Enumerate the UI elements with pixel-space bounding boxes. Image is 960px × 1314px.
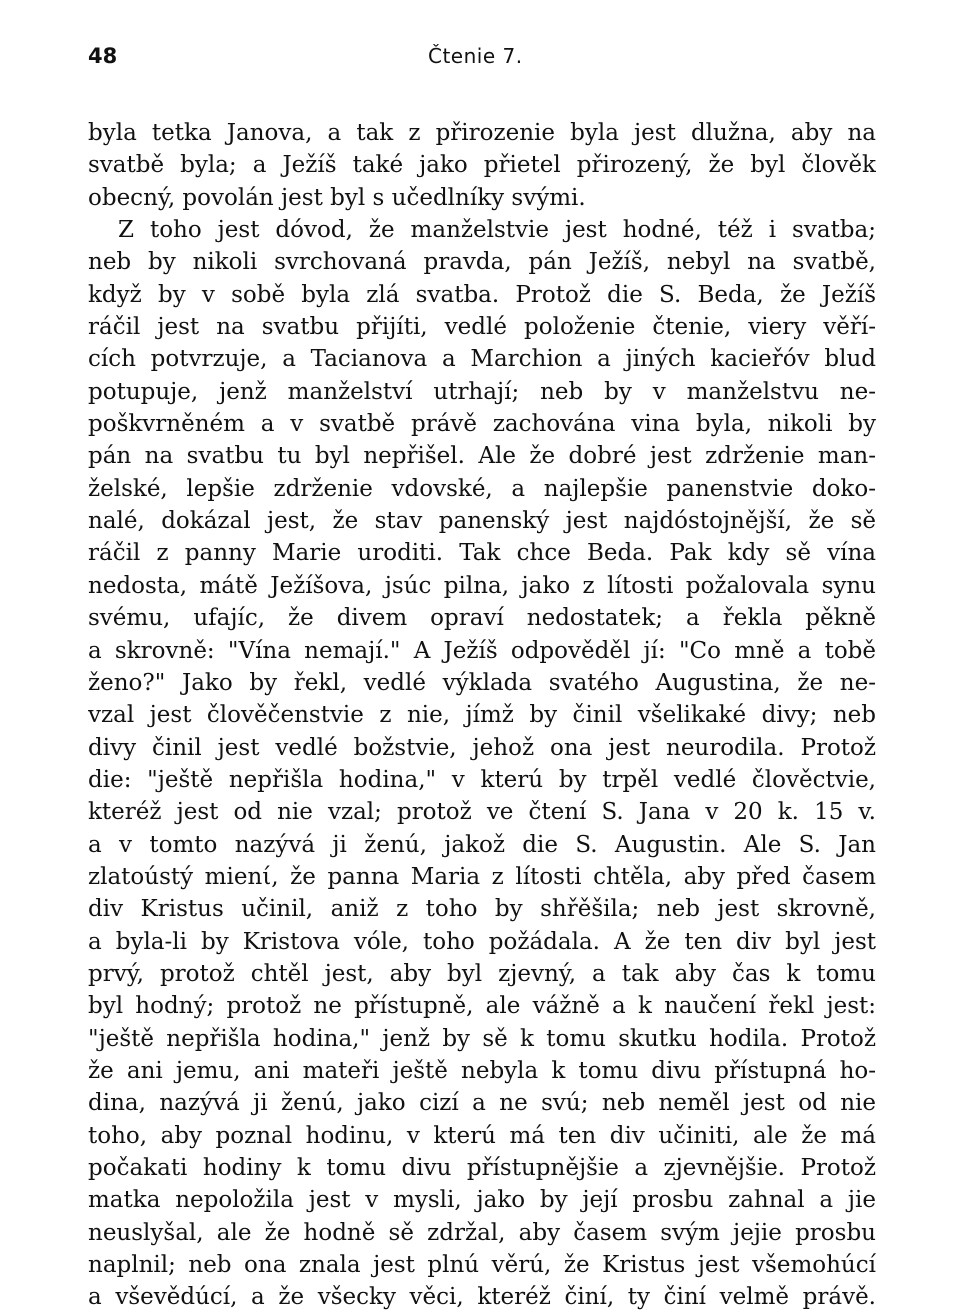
text-line: prvý, protož chtěl jest, aby byl zjevný, a tak aby čas k tomu — [88, 960, 876, 987]
page-number: 48 — [88, 44, 118, 68]
text-line: dina, nazývá ji ženú, jako cizí a ne svú; neb neměl jest od nie — [88, 1090, 876, 1117]
text-line: ženo?" Jako by řekl, vedlé výklada svatého Augustina, že ne- — [88, 669, 876, 696]
text-line: kteréž jest od nie vzal; protož ve čtení S. Jana v 20 k. 15 v. — [88, 799, 876, 826]
text-line: divy činil jest vedlé božstvie, jehož ona jest neurodila. Protož — [88, 734, 876, 761]
text-line: cích potvrzuje, a Tacianova a Marchion a jiných kacieřóv blud — [88, 346, 876, 373]
text-line: naplnil; neb ona znala jest plnú věrú, že Kristus jest všemohúcí — [88, 1252, 876, 1279]
text-line: neb by nikoli svrchovaná pravda, pán Ježíš, nebyl na svatbě, — [88, 249, 876, 276]
text-line: matka nepoložila jest v mysli, jako by její prosbu zahnal a jie — [88, 1187, 876, 1214]
text-line: die: "ještě nepřišla hodina," v kterú by trpěl vedlé člověctvie, — [88, 766, 876, 793]
text-line: byla tetka Janova, a tak z přirozenie byla jest dlužna, aby na — [88, 120, 876, 146]
text-line: obecný, povolán jest byl s učedlníky svými. — [88, 184, 586, 211]
text-line: že ani jemu, ani mateři ještě nebyla k tomu divu přístupná ho- — [88, 1057, 876, 1084]
text-line: zlatoústý mienί, že panna Maria z lítosti chtěla, aby před časem — [88, 863, 876, 890]
text-line: poškvrněném a v svatbě právě zachována vina byla, nikoli by — [88, 411, 876, 438]
text-line: svému, ufajíc, že divem opraví nedostatek; a řekla pěkně — [88, 605, 876, 632]
text-line: a v tomto nazývá ji ženú, jakož die S. Augustin. Ale S. Jan — [88, 831, 876, 858]
text-line: svatbě byla; a Ježíš také jako přietel přirozený, že byl člověk — [88, 152, 876, 179]
text-line: "ještě nepřišla hodina," jenž by sě k tomu skutku hodila. Protož — [88, 1025, 876, 1052]
page-header — [88, 44, 872, 74]
text-line: počakati hodiny k tomu divu přístupnějšie a zjevnějšie. Protož — [88, 1155, 876, 1181]
text-line: ráčil z panny Marie uroditi. Tak chce Beda. Pak kdy sě vína — [88, 540, 876, 567]
text-line: nalé, dokázal jest, že stav panenský jest najdóstojnější, že sě — [88, 508, 876, 535]
text-line: želské, lepšie zdrženie vdovské, a najlepšie panenstvie doko- — [88, 475, 876, 502]
text-line: toho, aby poznal hodinu, v kterú má ten div učiniti, ale že má — [88, 1122, 876, 1149]
text-line: a skrovně: "Vína nemají." A Ježíš odpověděl jí: "Co mně a tobě — [88, 637, 876, 664]
text-line: byl hodný; protož ne přístupně, ale vážně a k naučení řekl jest: — [88, 993, 876, 1020]
text-line: pán na svatbu tu byl nepřišel. Ale že dobré jest zdrženie man- — [88, 443, 876, 470]
running-title: Čtenie 7. — [428, 44, 523, 68]
text-line: neuslyšal, ale že hodně sě zdržal, aby časem svým jejie prosbu — [88, 1219, 876, 1246]
text-line: a byla-li by Kristova vóle, toho požádala. A že ten div byl jest — [88, 928, 876, 955]
text-line: nedosta, mátě Ježíšova, jsúc pilna, jako z lítosti požalovala synu — [88, 572, 876, 599]
body-text — [88, 117, 876, 1314]
text-line: div Kristus učinil, aniž z toho by shřěšila; neb jest skrovně, — [88, 896, 876, 923]
text-line: když by v sobě byla zlá svatba. Protož die S. Beda, že Ježíš — [88, 281, 876, 308]
text-line: vzal jest člověčenstvie z nie, jímž by činil všelikaké divy; neb — [88, 702, 876, 729]
text-line: ráčil jest na svatbu přijíti, vedlé položenie čtenie, viery věří- — [88, 314, 876, 341]
text-line: potupuje, jenž manželství utrhají; neb by v manželstvu ne- — [88, 378, 876, 405]
text-line: a vševědúcí, a že všecky věci, kteréž činí, ty činí velmě právě. — [88, 1284, 876, 1311]
text-line: Z toho jest dóvod, že manželstvie jest hodné, též i svatba; — [118, 217, 876, 244]
